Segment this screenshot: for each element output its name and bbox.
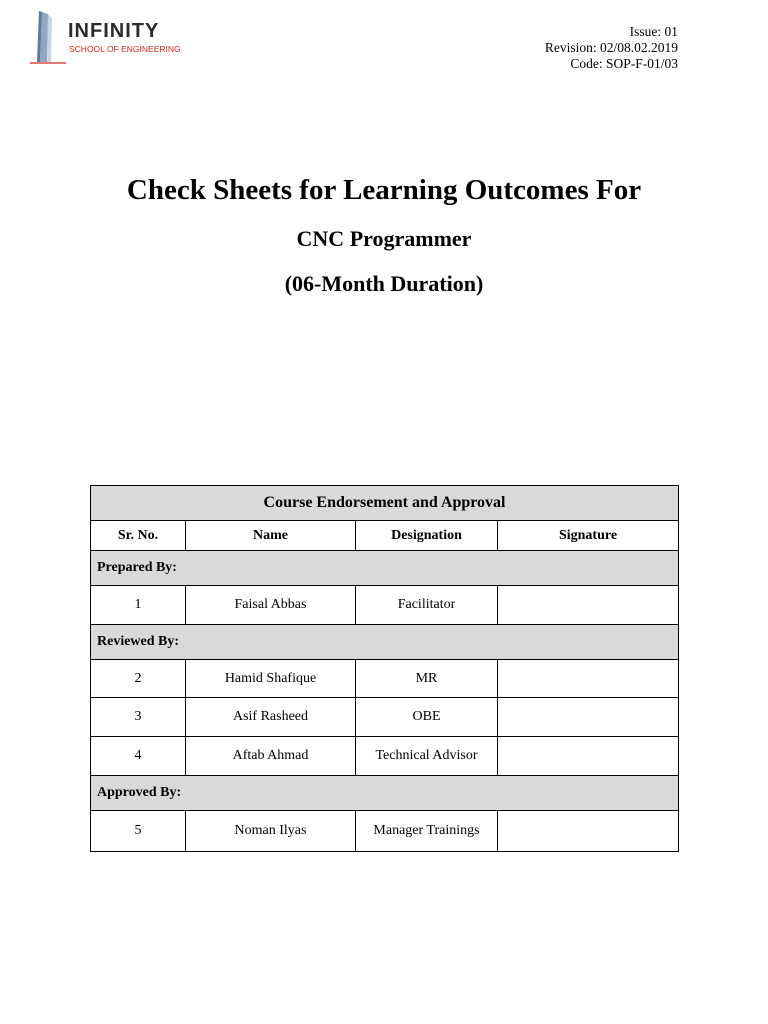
issue-number: Issue: 01 [629,24,678,39]
course-duration: (06-Month Duration) [284,271,484,296]
designation-cell: Technical Advisor [356,737,498,776]
signature-cell [498,811,679,852]
name-cell: Hamid Shafique [186,660,356,698]
table-row [91,811,679,852]
course-approval-table [90,485,679,852]
sr-no-cell: 1 [91,586,186,625]
sr-no-cell: 5 [91,811,186,852]
tower-icon [28,10,68,68]
sr-no-cell: 2 [91,660,186,698]
section-label-prepared: Prepared By: [91,551,679,586]
table-header-row [91,521,679,551]
section-label-reviewed: Reviewed By: [91,625,679,660]
name-cell: Faisal Abbas [186,586,356,625]
revision-number: Revision: 02/08.02.2019 [544,40,678,55]
designation-cell: OBE [356,698,498,737]
sr-no-cell: 4 [91,737,186,776]
table-caption: Course Endorsement and Approval [91,486,679,521]
course-name: CNC Programmer [296,226,472,251]
name-cell: Aftab Ahmad [186,737,356,776]
logo-wordmark: INFINITY [68,20,160,42]
school-logo [28,10,181,68]
document-code: Code: SOP-F-01/03 [570,56,678,71]
table-caption-row [91,486,679,521]
document-title: Check Sheets for Learning Outcomes For [126,174,642,206]
logo-tagline: SCHOOL OF ENGINEERING [69,44,181,54]
designation-cell: Facilitator [356,586,498,625]
section-row-approved [91,776,679,811]
table-row [91,698,679,737]
name-cell: Asif Rasheed [186,698,356,737]
table-row [91,660,679,698]
section-row-prepared [91,551,679,586]
section-label-approved: Approved By: [91,776,679,811]
section-row-reviewed [91,625,679,660]
signature-cell [498,660,679,698]
signature-cell [498,586,679,625]
signature-cell [498,698,679,737]
table-row [91,737,679,776]
column-header-signature: Signature [498,521,679,551]
column-header-name: Name [186,521,356,551]
name-cell: Noman Ilyas [186,811,356,852]
sr-no-cell: 3 [91,698,186,737]
document-control-info [545,24,678,72]
designation-cell: MR [356,660,498,698]
column-header-sr-no: Sr. No. [91,521,186,551]
designation-cell: Manager Trainings [356,811,498,852]
signature-cell [498,737,679,776]
table-row [91,586,679,625]
column-header-designation: Designation [356,521,498,551]
